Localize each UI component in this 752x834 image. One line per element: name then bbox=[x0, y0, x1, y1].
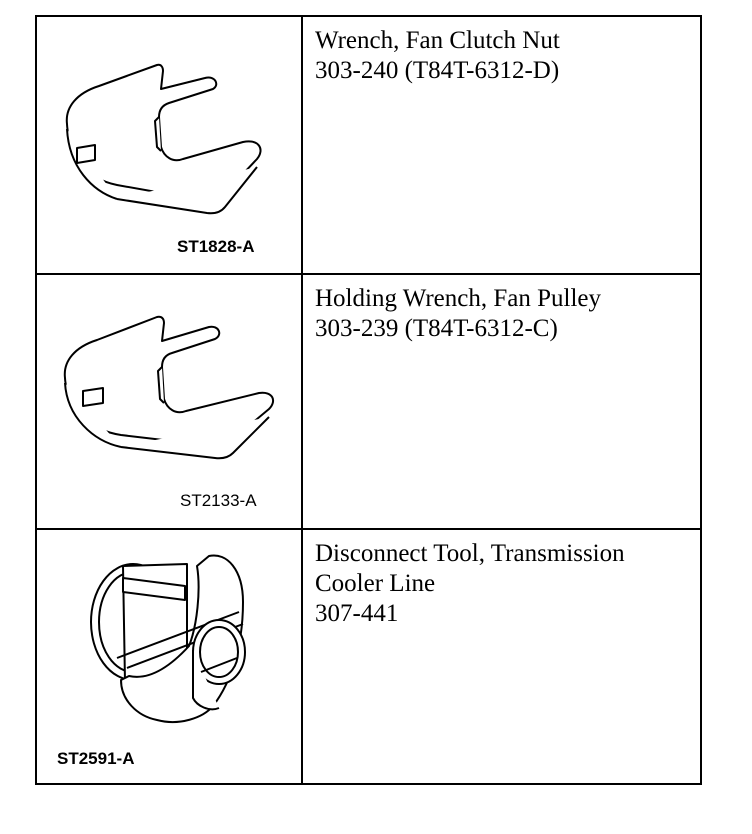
tool-number: 307-441 bbox=[315, 600, 399, 627]
tool-image-cell bbox=[37, 530, 303, 783]
tool-number: 303-240 (T84T-6312-D) bbox=[315, 57, 560, 84]
figure-code: ST2133-A bbox=[180, 491, 257, 510]
tool-name: Holding Wrench, Fan Pulley bbox=[315, 285, 601, 312]
tool-description-cell bbox=[303, 530, 700, 783]
figure-code: ST1828-A bbox=[177, 237, 255, 256]
tool-name: Wrench, Fan Clutch Nut bbox=[315, 27, 560, 54]
tool-name-line-1: Disconnect Tool, Transmission bbox=[315, 540, 625, 567]
tool-name-line-2: Cooler Line bbox=[315, 570, 436, 597]
tool-description-cell bbox=[303, 17, 700, 275]
tool-image-cell bbox=[37, 275, 303, 530]
special-tools-table bbox=[35, 15, 702, 785]
tool-description-cell bbox=[303, 275, 700, 530]
tool-image-cell bbox=[37, 17, 303, 275]
tool-number: 303-239 (T84T-6312-C) bbox=[315, 315, 558, 342]
fan-pulley-holding-wrench-icon bbox=[37, 275, 301, 528]
figure-code: ST2591-A bbox=[57, 749, 135, 768]
disconnect-tool-icon bbox=[37, 530, 301, 783]
fan-clutch-wrench-icon bbox=[37, 17, 301, 273]
